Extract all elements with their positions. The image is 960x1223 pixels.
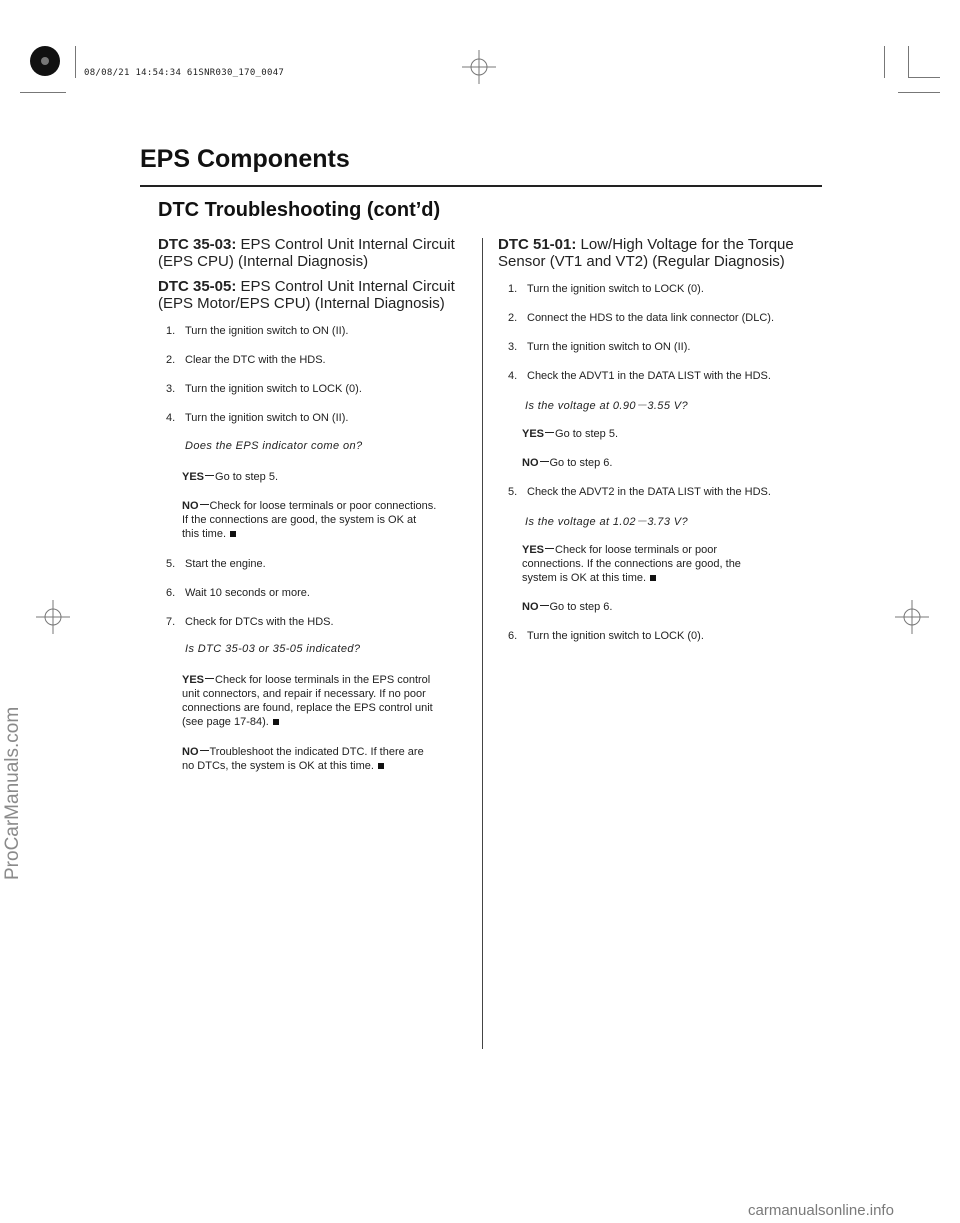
step-1: 1. Turn the ignition switch to LOCK (0). xyxy=(508,283,704,295)
dtc-title: Low/High Voltage for the Torque xyxy=(576,236,794,253)
question-voltage-vt2: Is the voltage at 1.02－3.73 V? xyxy=(525,516,689,528)
step-5: 5. Check the ADVT2 in the DATA LIST with the HDS. xyxy=(508,486,771,498)
crop-mark xyxy=(898,92,940,93)
column-divider xyxy=(482,238,483,1049)
answer-no: NO Check for loose terminals or poor connections. If the connections are good, the system is OK at this time. xyxy=(182,500,437,540)
dtc-code: DTC 51-01: xyxy=(498,236,577,253)
side-watermark: ProCarManuals.com xyxy=(2,706,23,880)
answer-no: NO Go to step 6. xyxy=(522,457,613,469)
crop-mark xyxy=(75,46,76,78)
dtc-title: EPS Control Unit Internal Circuit xyxy=(236,278,455,295)
step-6: 6. Wait 10 seconds or more. xyxy=(166,587,310,599)
end-mark xyxy=(230,531,236,537)
dtc-title-cont: (EPS CPU) (Internal Diagnosis) xyxy=(158,253,369,270)
dtc-code: DTC 35-03: xyxy=(158,236,237,253)
page-title: EPS Components xyxy=(140,145,350,173)
answer-yes: YES Check for loose terminals in the EPS control unit connectors, and repair if necessary. If no poor connections are found, replace the EPS control unit (see page 17-84). xyxy=(182,674,433,728)
end-mark xyxy=(273,719,279,725)
question-dtc-indicated: Is DTC 35-03 or 35-05 indicated? xyxy=(185,643,361,655)
question-eps-indicator: Does the EPS indicator come on? xyxy=(185,440,363,452)
step-5: 5. Start the engine. xyxy=(166,558,266,570)
step-3: 3. Turn the ignition switch to ON (II). xyxy=(508,341,691,353)
crop-mark xyxy=(20,92,66,93)
step-4: 4. Turn the ignition switch to ON (II). xyxy=(166,412,349,424)
answer-yes: YES Go to step 5. xyxy=(522,428,618,440)
registration-crosshair-left xyxy=(36,600,70,634)
step-2: 2. Clear the DTC with the HDS. xyxy=(166,354,326,366)
step-7: 7. Check for DTCs with the HDS. xyxy=(166,616,334,628)
dtc-code: DTC 35-05: xyxy=(158,278,237,295)
answer-no: NO Troubleshoot the indicated DTC. If there are no DTCs, the system is OK at this time. xyxy=(182,746,424,772)
print-stamp: 08/08/21 14:54:34 61SNR030_170_0047 xyxy=(84,68,285,78)
dtc-title-cont: Sensor (VT1 and VT2) (Regular Diagnosis) xyxy=(498,253,785,270)
registration-crosshair xyxy=(462,50,496,84)
title-rule xyxy=(140,185,822,187)
crop-mark xyxy=(884,46,885,78)
registration-crosshair-right xyxy=(895,600,929,634)
answer-yes: YES Check for loose terminals or poor connections. If the connections are good, the system is OK at this time. xyxy=(522,544,741,584)
end-mark xyxy=(378,763,384,769)
bottom-watermark: carmanualsonline.info xyxy=(748,1202,894,1219)
question-voltage-vt1: Is the voltage at 0.90－3.55 V? xyxy=(525,400,689,412)
step-4: 4. Check the ADVT1 in the DATA LIST with the HDS. xyxy=(508,370,771,382)
dtc-title-cont: (EPS Motor/EPS CPU) (Internal Diagnosis) xyxy=(158,295,445,312)
end-mark xyxy=(650,575,656,581)
dtc-35-05-heading xyxy=(158,278,478,312)
section-subtitle: DTC Troubleshooting (cont’d) xyxy=(158,199,441,221)
answer-yes: YES Go to step 5. xyxy=(182,471,278,483)
dtc-51-01-heading xyxy=(498,236,828,270)
crop-mark xyxy=(908,46,909,78)
answer-no: NO Go to step 6. xyxy=(522,601,613,613)
step-2: 2. Connect the HDS to the data link connector (DLC). xyxy=(508,312,775,324)
step-6: 6. Turn the ignition switch to LOCK (0). xyxy=(508,630,704,642)
dtc-title: EPS Control Unit Internal Circuit xyxy=(236,236,455,253)
dtc-35-03-heading xyxy=(158,236,478,270)
step-3: 3. Turn the ignition switch to LOCK (0). xyxy=(166,383,362,395)
registration-target-inner xyxy=(41,57,49,65)
step-1: 1. Turn the ignition switch to ON (II). xyxy=(166,325,349,337)
crop-mark xyxy=(908,77,940,78)
